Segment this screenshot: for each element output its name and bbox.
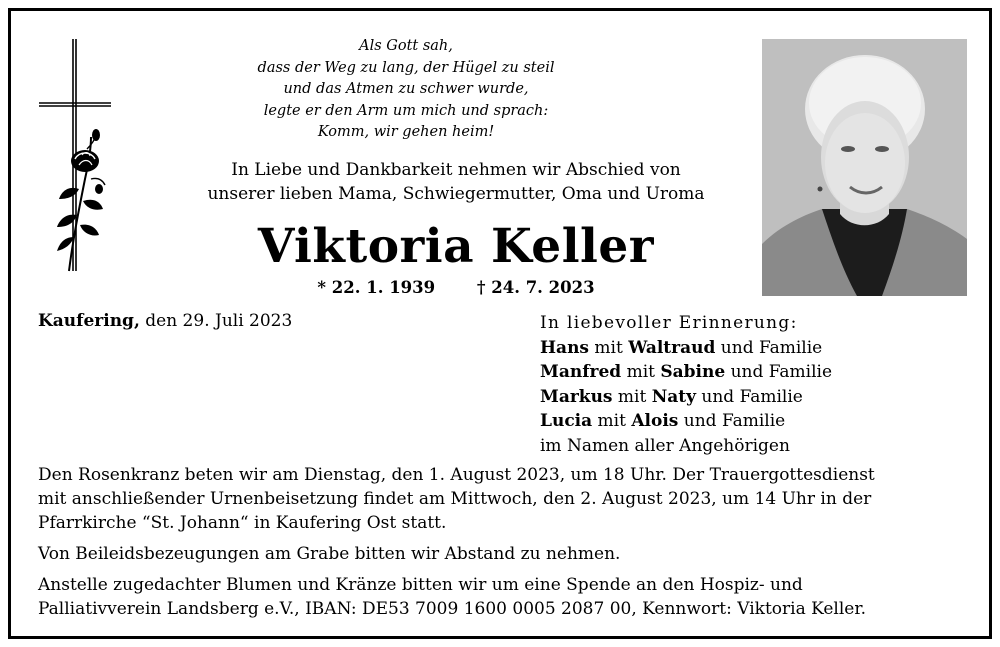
intro-text (151, 158, 761, 206)
family-row (540, 360, 832, 385)
family-conj: mit (612, 386, 652, 407)
family-name: Alois (631, 411, 679, 431)
body-line: Palliativverein Landsberg e.V., IBAN: DE53 7009 1600 0005 2087 00, Kennwort: Viktoria Keller. (38, 599, 867, 619)
poem-line: legte er den Arm um mich und sprach: (263, 102, 549, 119)
family-conj: mit (592, 411, 632, 431)
family-row (540, 409, 832, 434)
family-rest: und Familie (678, 411, 786, 431)
family-conj: mit (621, 362, 661, 382)
family-name: Naty (651, 386, 696, 407)
body-line: Pfarrkirche “St. Johann“ in Kaufering Ost statt. (38, 513, 447, 533)
rosary-paragraph (38, 463, 973, 535)
family-rest: und Familie (725, 362, 833, 382)
portrait-photo (762, 39, 967, 296)
family-row (540, 385, 832, 410)
family-closing: im Namen aller Angehörigen (540, 435, 790, 456)
family-rest: und Familie (696, 386, 803, 407)
birth-date: * 22. 1. 1939 (317, 278, 436, 297)
body-line: Anstelle zugedachter Blumen und Kränze bitten wir um eine Spende an den Hospiz- und (38, 575, 803, 595)
death-date: † 24. 7. 2023 (476, 278, 595, 297)
place-date (38, 311, 292, 331)
family-name: Lucia (540, 411, 593, 431)
place-name: Kaufering, (38, 311, 140, 331)
poem-line: Komm, wir gehen heim! (317, 124, 495, 140)
intro-line: In Liebe und Dankbarkeit nehmen wir Abschied von (231, 160, 681, 180)
life-dates (151, 278, 761, 297)
family-conj: mit (589, 337, 629, 358)
family-row (540, 336, 832, 361)
donation-paragraph (38, 573, 973, 621)
condolence-paragraph: Von Beileidsbezeugungen am Grabe bitten wir Abstand zu nehmen. (38, 544, 621, 564)
notice-date: den 29. Juli 2023 (139, 311, 293, 331)
poem-line: und das Atmen zu schwer wurde, (283, 81, 529, 97)
family-name: Manfred (540, 362, 622, 382)
family-name: Sabine (660, 362, 726, 382)
poem-line: Als Gott sah, (359, 38, 453, 54)
intro-line: unserer lieben Mama, Schwiegermutter, Oma und Uroma (207, 184, 705, 204)
service-details (38, 463, 973, 628)
family-rest: und Familie (715, 337, 823, 358)
family-name: Waltraud (628, 337, 716, 358)
family-name: Hans (540, 337, 590, 358)
body-line: mit anschließender Urnenbeisetzung findet am Mittwoch, den 2. August 2023, um 14 Uhr in der (38, 489, 872, 509)
cross-with-rose-icon (39, 39, 119, 279)
family-heading: In liebevoller Erinnerung: (540, 313, 798, 333)
obituary-notice (8, 8, 992, 639)
poem (211, 36, 601, 144)
poem-line: dass der Weg zu lang, der Hügel zu steil (257, 59, 555, 76)
family-name: Markus (540, 386, 613, 407)
deceased-name: Viktoria Keller (257, 219, 655, 274)
family-list (540, 311, 832, 458)
body-line: Den Rosenkranz beten wir am Dienstag, den 1. August 2023, um 18 Uhr. Der Trauergottesdienst (38, 465, 875, 485)
